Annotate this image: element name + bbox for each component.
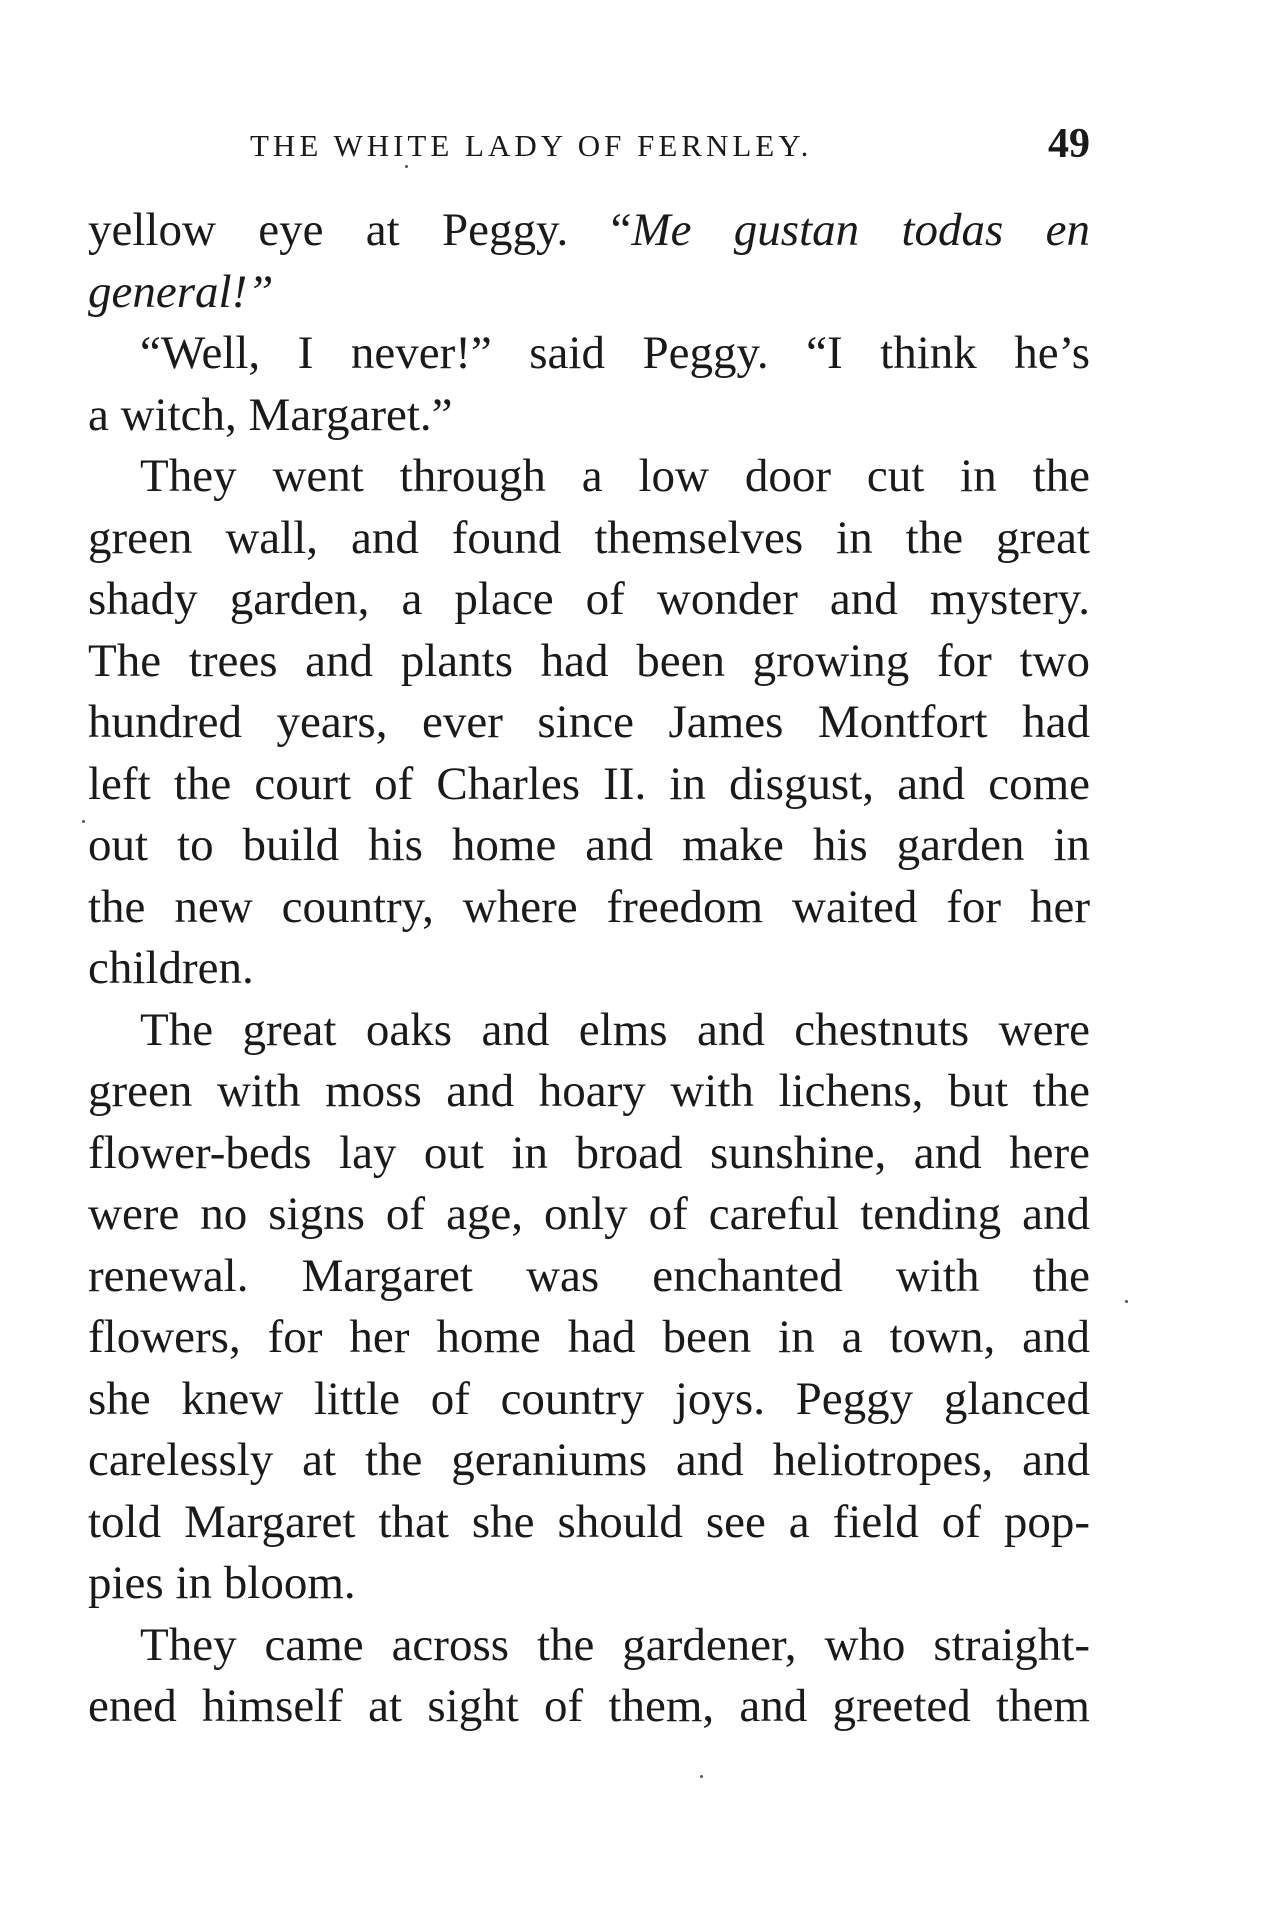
text-line: pies in bloom. [88, 1557, 356, 1609]
scan-speck [700, 1775, 703, 1778]
text-line: The trees and plants had been growing for two [88, 634, 1090, 687]
text-line: green with moss and hoary with lichens, but the [88, 1065, 1090, 1117]
running-head [90, 120, 1090, 180]
text-line: yellow eye at Peggy. “Me gustan todas en [88, 204, 1090, 256]
text-line: flowers, for her home had been in a town, and [88, 1311, 1090, 1363]
text-line: renewal. Margaret was enchanted with the [88, 1249, 1090, 1302]
text-line: she knew little of country joys. Peggy glanced [88, 1372, 1090, 1425]
paragraph-4 [88, 1000, 1090, 1615]
paragraph-3 [88, 446, 1090, 1000]
text-line: They came across the gardener, who straight- [140, 1618, 1090, 1671]
text-line: told Margaret that she should see a field of pop- [88, 1495, 1090, 1548]
scan-speck [1125, 1300, 1128, 1303]
spanish-phrase: Me gustan todas en [631, 204, 1090, 256]
paragraph-1 [88, 200, 1090, 323]
text-line: carelessly at the geraniums and heliotropes, and [88, 1434, 1090, 1486]
paragraph-2 [88, 323, 1090, 446]
scan-speck [405, 165, 408, 168]
scan-speck [82, 820, 85, 823]
text-line: They went through a low door cut in the [140, 450, 1090, 502]
text-line: hundred years, ever since James Montfort had [88, 696, 1090, 748]
running-title: THE WHITE LADY OF FERNLEY. [250, 128, 813, 163]
text-line: the new country, where freedom waited for her [88, 880, 1090, 933]
text-line: general!” [88, 265, 274, 318]
text-line: flower-beds lay out in broad sunshine, and here [88, 1126, 1090, 1179]
text-line: shady garden, a place of wonder and mystery. [88, 573, 1090, 625]
text-line: left the court of Charles II. in disgust, and come [88, 757, 1090, 810]
text-line: green wall, and found themselves in the great [88, 511, 1090, 564]
text-line: were no signs of age, only of careful tending and [88, 1188, 1090, 1240]
text-line: ened himself at sight of them, and greeted them [88, 1680, 1090, 1732]
text-line: “Well, I never!” said Peggy. “I think he’s [140, 327, 1090, 379]
text-line: The great oaks and elms and chestnuts were [140, 1003, 1090, 1056]
text-line: children. [88, 942, 254, 994]
page-number: 49 [1048, 121, 1090, 167]
text-line: a witch, Margaret.” [88, 388, 453, 441]
paragraph-5 [88, 1615, 1090, 1738]
text-line: out to build his home and make his garden in [88, 819, 1090, 871]
body-text [88, 200, 1090, 1738]
